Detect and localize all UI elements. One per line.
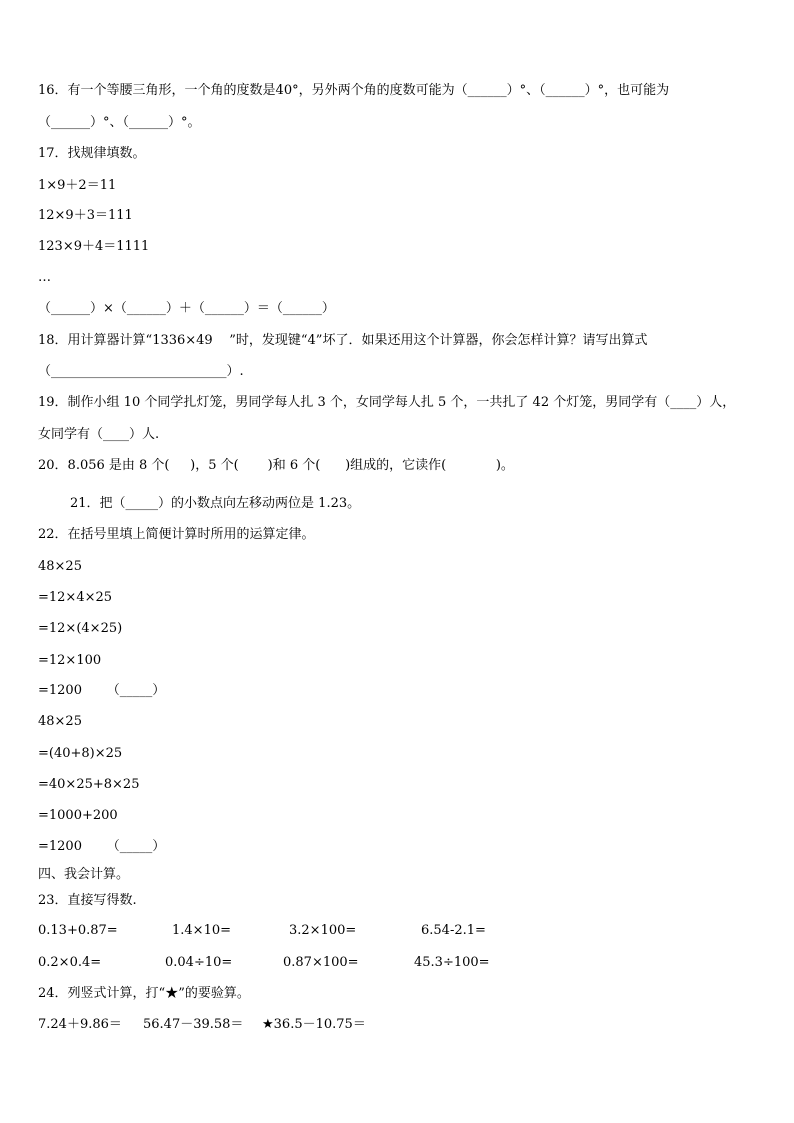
q22-step-b4: =1000+200 (38, 808, 118, 823)
q23-r2-c1: 0.2×0.4= (38, 955, 102, 970)
q16-line2: （______）°、（______）°。 (38, 115, 201, 130)
q22-step-b3: =40×25+8×25 (38, 777, 140, 792)
q24-title: 24．列竖式计算，打“★”的要验算。 (38, 986, 250, 1001)
q17-title: 17．找规律填数。 (38, 146, 146, 161)
q17-row-3: 123×9＋4＝1111 (38, 239, 150, 254)
q19-line2: 女同学有（____）人. (38, 427, 160, 442)
q23-r2-c2: 0.04÷10= (165, 955, 233, 970)
q17-row-2: 12×9＋3＝111 (38, 208, 133, 223)
q22-step-a3: =12×(4×25) (38, 621, 123, 636)
q23-r1-c3: 3.2×100= (289, 923, 357, 938)
q23-r1-c4: 6.54-2.1= (421, 923, 486, 938)
q23-r1-c2: 1.4×10= (172, 923, 232, 938)
q18-line1: 18．用计算器计算“1336×49 ”时，发现键“4”坏了．如果还用这个计算器，你会怎样计算？请写出算式 (38, 333, 648, 348)
q22-step-a4: =12×100 (38, 653, 102, 668)
q22-step-b1: 48×25 (38, 714, 82, 729)
q23-r2-c4: 45.3÷100= (414, 955, 490, 970)
q22-title: 22．在括号里填上简便计算时所用的运算定律。 (38, 527, 315, 542)
q23-title: 23．直接写得数. (38, 893, 137, 908)
q21-line1: 21．把（_____）的小数点向左移动两位是 1.23。 (70, 496, 361, 511)
q17-row-1: 1×9＋2＝11 (38, 178, 117, 193)
q18-line2: （___________________________）. (38, 364, 244, 379)
q20-line1: 20．8.056 是由 8 个( )，5 个( )和 6 个( )组成的，它读作( )。 (38, 458, 514, 473)
q22-step-a5: =1200 （_____） (38, 683, 166, 698)
q24-item-1: 7.24＋9.86＝ (38, 1017, 122, 1032)
section4-title: 四、我会计算。 (38, 867, 130, 882)
q24-item-3: ★36.5－10.75＝ (262, 1017, 366, 1032)
q23-r2-c3: 0.87×100= (283, 955, 359, 970)
q23-r1-c1: 0.13+0.87= (38, 923, 118, 938)
q22-step-b2: =(40+8)×25 (38, 746, 123, 761)
q22-step-a1: 48×25 (38, 559, 82, 574)
q16-line1: 16．有一个等腰三角形，一个角的度数是40°，另外两个角的度数可能为（______）°、（______）°，也可能为 (38, 83, 670, 98)
q19-line1: 19．制作小组 10 个同学扎灯笼，男同学每人扎 3 个，女同学每人扎 5 个，一共扎了 42 个灯笼，男同学有（____）人， (38, 395, 736, 410)
q22-step-b5: =1200 （_____） (38, 839, 166, 854)
q24-item-2: 56.47－39.58＝ (143, 1017, 244, 1032)
q17-ellipsis: … (38, 270, 51, 285)
q22-step-a2: =12×4×25 (38, 590, 113, 605)
q17-blank-line: （______）×（______）＋（______）＝（______） (38, 301, 335, 316)
